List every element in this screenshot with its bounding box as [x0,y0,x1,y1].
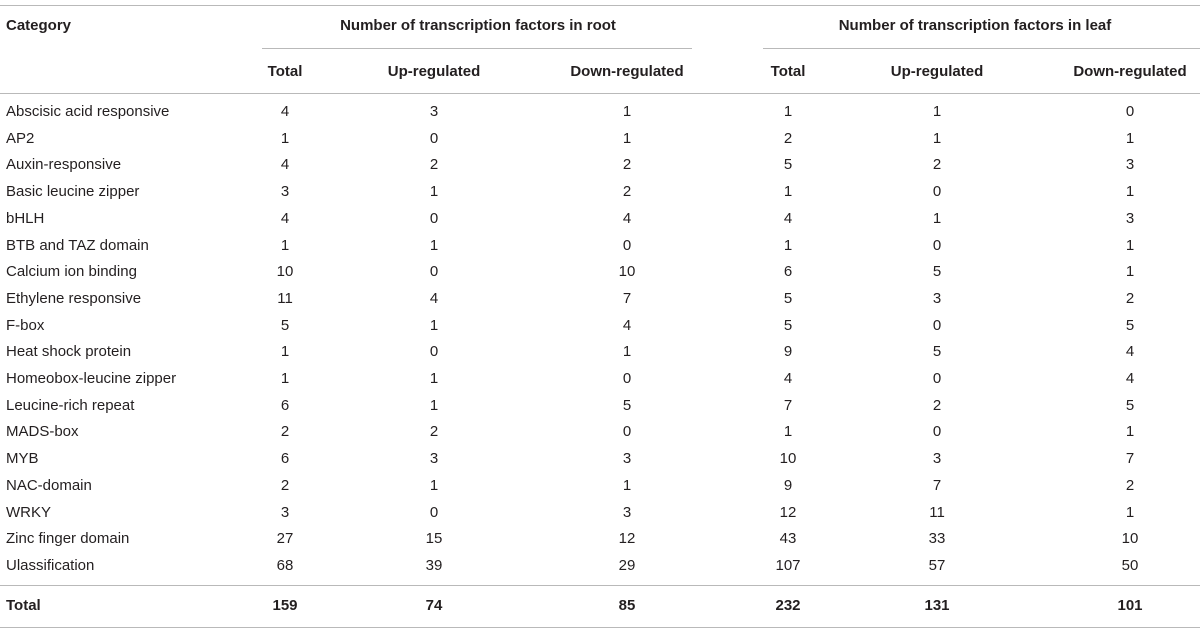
total-row-label: Total [6,597,41,614]
row-category-label: WRKY [6,504,51,521]
row-value-cell: 2 [429,156,439,173]
row-value-cell: 2 [783,130,793,147]
row-value-cell: 1 [622,343,632,360]
row-value-cell: 1 [622,130,632,147]
row-value-cell: 2 [622,183,632,200]
row-value-cell: 7 [932,477,942,494]
row-value-cell: 0 [429,130,439,147]
row-value-cell: 57 [928,557,946,574]
row-value-cell: 107 [775,557,801,574]
row-value-cell: 0 [932,183,942,200]
row-value-cell: 29 [618,557,636,574]
row-value-cell: 39 [425,557,443,574]
row-value-cell: 1 [429,477,439,494]
row-value-cell: 0 [932,370,942,387]
row-value-cell: 0 [1125,103,1135,120]
row-value-cell: 3 [622,504,632,521]
row-value-cell: 4 [622,317,632,334]
row-value-cell: 1 [1125,237,1135,254]
row-value-cell: 4 [1125,343,1135,360]
row-value-cell: 2 [1125,477,1135,494]
row-category-label: Basic leucine zipper [6,183,140,200]
row-value-cell: 1 [783,103,793,120]
row-value-cell: 3 [1125,156,1135,173]
root-group-header: Number of transcription factors in root [340,17,616,34]
row-category-label: bHLH [6,210,45,227]
row-value-cell: 1 [932,210,942,227]
row-category-label: Ethylene responsive [6,290,142,307]
row-category-label: Homeobox-leucine zipper [6,370,177,387]
row-value-cell: 1 [1125,423,1135,440]
row-value-cell: 3 [429,103,439,120]
total-row-value: 159 [272,597,298,614]
row-category-label: MYB [6,450,39,467]
row-value-cell: 0 [429,210,439,227]
row-value-cell: 7 [622,290,632,307]
row-value-cell: 2 [622,156,632,173]
row-value-cell: 1 [932,103,942,120]
row-value-cell: 1 [280,130,290,147]
row-value-cell: 1 [280,237,290,254]
header-bottom-rule [0,93,1200,94]
total-row-value: 74 [425,597,443,614]
row-value-cell: 3 [932,450,942,467]
row-value-cell: 5 [932,263,942,280]
row-value-cell: 10 [1121,530,1139,547]
root-total-header: Total [267,63,303,80]
row-category-label: AP2 [6,130,35,147]
row-value-cell: 7 [1125,450,1135,467]
row-value-cell: 1 [1125,504,1135,521]
row-value-cell: 1 [429,183,439,200]
row-value-cell: 3 [1125,210,1135,227]
row-category-label: MADS-box [6,423,79,440]
row-value-cell: 1 [783,237,793,254]
row-category-label: Leucine-rich repeat [6,397,135,414]
row-value-cell: 4 [280,210,290,227]
row-value-cell: 2 [280,423,290,440]
category-header: Category [6,17,72,34]
row-value-cell: 2 [1125,290,1135,307]
row-value-cell: 33 [928,530,946,547]
row-value-cell: 10 [779,450,797,467]
row-value-cell: 0 [429,504,439,521]
row-value-cell: 1 [1125,130,1135,147]
row-value-cell: 9 [783,343,793,360]
total-separator-rule [0,585,1200,586]
root-down-regulated-header: Down-regulated [570,63,684,80]
row-value-cell: 0 [932,317,942,334]
row-value-cell: 5 [1125,317,1135,334]
row-value-cell: 2 [932,156,942,173]
row-value-cell: 4 [429,290,439,307]
row-value-cell: 4 [280,156,290,173]
row-value-cell: 9 [783,477,793,494]
row-category-label: Auxin-responsive [6,156,122,173]
row-value-cell: 15 [425,530,443,547]
row-category-label: Ulassification [6,557,95,574]
row-value-cell: 0 [429,343,439,360]
row-value-cell: 1 [280,343,290,360]
row-category-label: Calcium ion binding [6,263,137,280]
row-value-cell: 1 [783,183,793,200]
row-value-cell: 1 [622,477,632,494]
row-value-cell: 1 [783,423,793,440]
row-value-cell: 3 [429,450,439,467]
row-value-cell: 5 [280,317,290,334]
total-row-value: 101 [1117,597,1143,614]
row-value-cell: 12 [618,530,636,547]
row-value-cell: 4 [280,103,290,120]
row-value-cell: 0 [622,237,632,254]
row-category-label: BTB and TAZ domain [6,237,149,254]
root-up-regulated-header: Up-regulated [387,63,481,80]
row-category-label: NAC-domain [6,477,92,494]
row-value-cell: 1 [280,370,290,387]
root-group-rule [262,48,692,49]
row-value-cell: 11 [929,504,945,521]
row-value-cell: 5 [932,343,942,360]
row-value-cell: 3 [622,450,632,467]
row-value-cell: 1 [429,370,439,387]
top-rule [0,5,1200,6]
row-value-cell: 10 [276,263,294,280]
row-value-cell: 2 [932,397,942,414]
row-value-cell: 4 [622,210,632,227]
row-category-label: Zinc finger domain [6,530,130,547]
row-value-cell: 6 [783,263,793,280]
row-value-cell: 0 [429,263,439,280]
total-row-value: 85 [618,597,636,614]
row-value-cell: 11 [277,290,293,307]
row-category-label: Heat shock protein [6,343,132,360]
row-value-cell: 1 [1125,263,1135,280]
row-value-cell: 10 [618,263,636,280]
total-row-value: 232 [775,597,801,614]
row-value-cell: 0 [932,423,942,440]
row-value-cell: 0 [622,370,632,387]
row-value-cell: 5 [783,317,793,334]
row-value-cell: 3 [280,183,290,200]
row-value-cell: 27 [276,530,294,547]
row-category-label: Abscisic acid responsive [6,103,170,120]
row-value-cell: 1 [1125,183,1135,200]
row-value-cell: 6 [280,450,290,467]
row-value-cell: 43 [779,530,797,547]
leaf-total-header: Total [770,63,806,80]
row-value-cell: 1 [429,317,439,334]
row-value-cell: 1 [429,237,439,254]
row-value-cell: 4 [783,370,793,387]
row-value-cell: 4 [783,210,793,227]
row-value-cell: 5 [783,290,793,307]
row-value-cell: 1 [622,103,632,120]
leaf-group-header: Number of transcription factors in leaf [838,17,1112,34]
row-value-cell: 7 [783,397,793,414]
row-value-cell: 2 [280,477,290,494]
row-value-cell: 5 [622,397,632,414]
row-value-cell: 0 [932,237,942,254]
row-value-cell: 0 [622,423,632,440]
row-value-cell: 2 [429,423,439,440]
leaf-up-regulated-header: Up-regulated [890,63,984,80]
leaf-down-regulated-header: Down-regulated [1073,63,1187,80]
row-value-cell: 6 [280,397,290,414]
total-row-value: 131 [924,597,950,614]
row-value-cell: 1 [932,130,942,147]
row-value-cell: 3 [932,290,942,307]
row-value-cell: 5 [783,156,793,173]
row-value-cell: 5 [1125,397,1135,414]
row-value-cell: 68 [276,557,294,574]
leaf-group-rule [763,48,1200,49]
bottom-rule [0,627,1200,628]
row-category-label: F-box [6,317,45,334]
row-value-cell: 1 [429,397,439,414]
row-value-cell: 4 [1125,370,1135,387]
row-value-cell: 3 [280,504,290,521]
row-value-cell: 12 [779,504,797,521]
row-value-cell: 50 [1121,557,1139,574]
